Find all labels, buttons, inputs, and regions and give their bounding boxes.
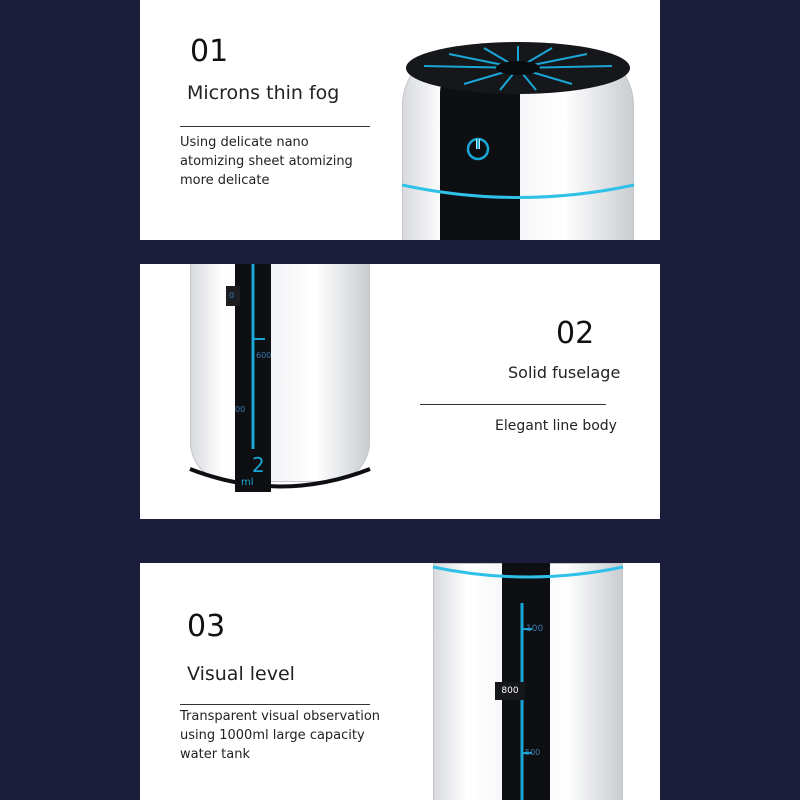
divider bbox=[180, 704, 370, 705]
mist-vent-icon bbox=[402, 40, 634, 100]
section-number: 01 bbox=[190, 34, 229, 69]
power-icon[interactable] bbox=[465, 136, 491, 162]
description-line: Using delicate nano bbox=[180, 135, 309, 150]
scale-unit: ml bbox=[241, 477, 254, 488]
light-ring bbox=[433, 565, 623, 585]
divider bbox=[180, 126, 370, 127]
scale-label: 100 bbox=[526, 624, 544, 634]
scale-label: 00 bbox=[235, 405, 246, 414]
section-title: Solid fuselage bbox=[508, 363, 621, 382]
scale-label: 500 bbox=[525, 748, 541, 757]
section-description: Elegant line body bbox=[495, 418, 617, 434]
description-line: Transparent visual observation bbox=[180, 709, 381, 724]
scale-digit: 2 bbox=[252, 453, 265, 477]
feature-panel-02 bbox=[140, 264, 660, 519]
section-number: 03 bbox=[187, 609, 226, 644]
divider bbox=[420, 404, 606, 405]
scale-label: 800 bbox=[495, 682, 525, 700]
section-title: Microns thin fog bbox=[187, 82, 340, 104]
section-description bbox=[180, 707, 380, 764]
section-title: Visual level bbox=[187, 663, 295, 685]
scale-label: 0 bbox=[229, 291, 235, 300]
feature-panel-03 bbox=[140, 563, 660, 800]
light-ring bbox=[402, 180, 634, 210]
description-line: more delicate bbox=[180, 173, 270, 188]
description-line: water tank bbox=[180, 747, 251, 762]
feature-panel-01 bbox=[140, 0, 660, 240]
section-number: 02 bbox=[556, 316, 595, 351]
scale-label: 600 bbox=[256, 351, 272, 360]
description-line: atomizing sheet atomizing bbox=[180, 154, 353, 169]
section-description bbox=[180, 133, 353, 190]
description-line: using 1000ml large capacity bbox=[180, 728, 365, 743]
